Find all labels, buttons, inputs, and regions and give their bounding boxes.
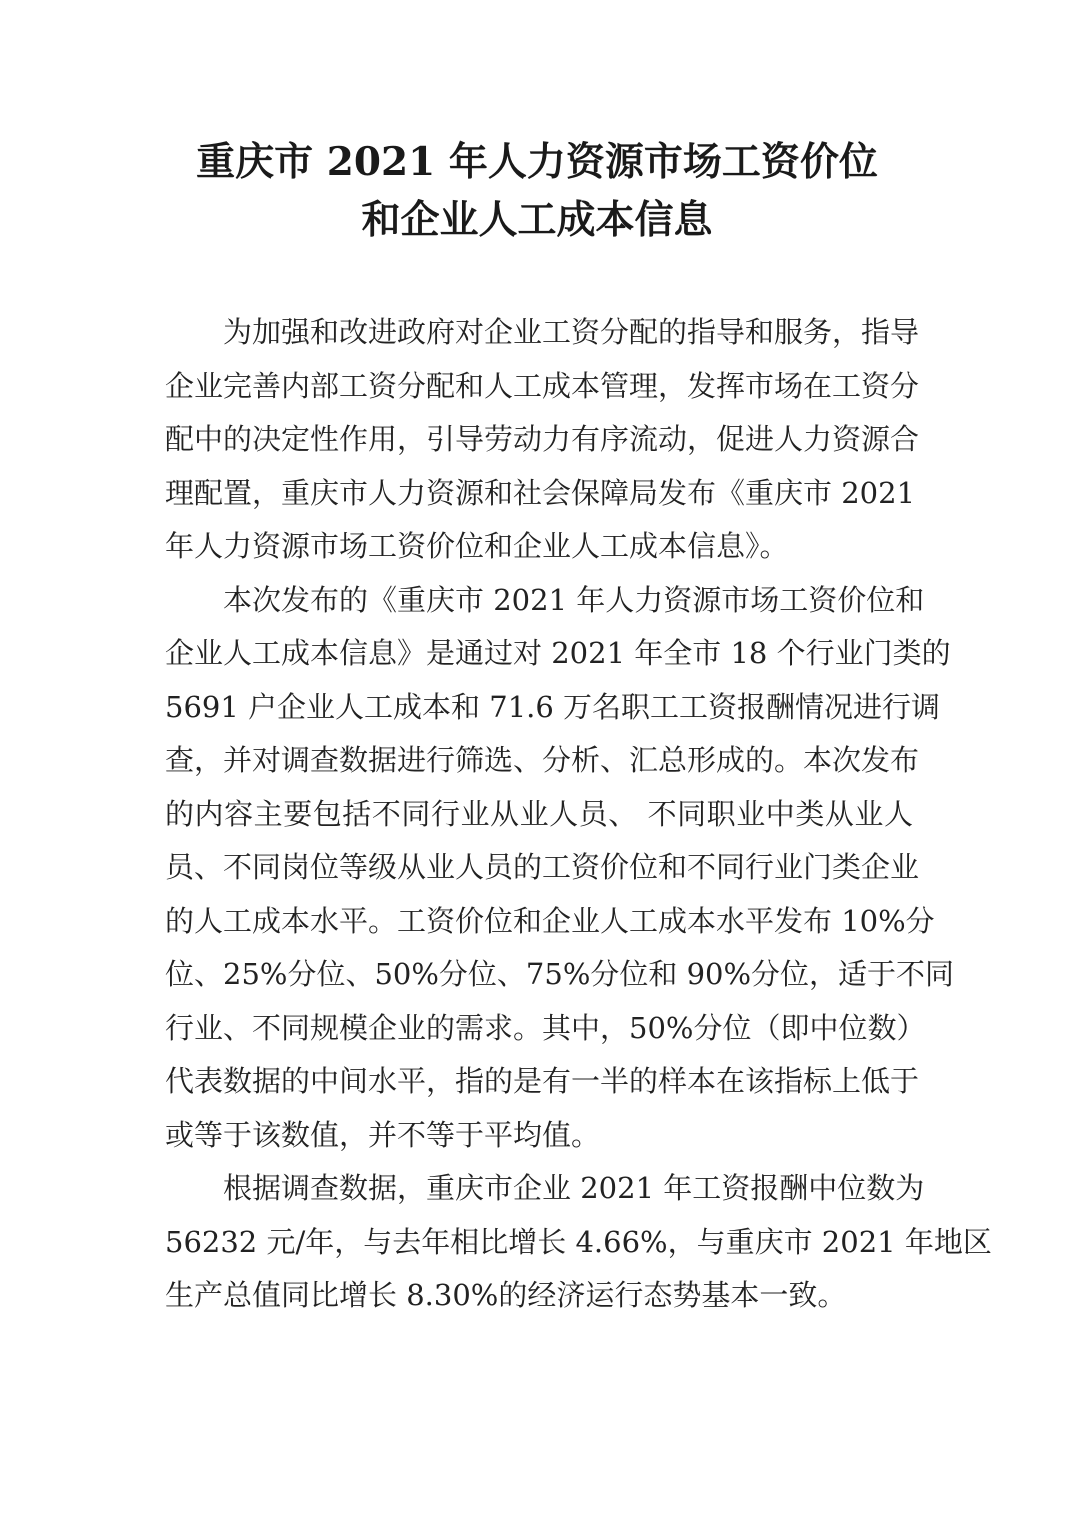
paragraph-line: 企业完善内部工资分配和人工成本管理，发挥市场在工资分 [165, 368, 920, 403]
document-body [165, 306, 992, 1323]
paragraph-line: 根据调查数据，重庆市企业 2021 年工资报酬中位数为 [223, 1171, 925, 1205]
paragraph-line: 年人力资源市场工资价位和企业人工成本信息》。 [165, 529, 789, 563]
paragraph-line: 企业人工成本信息》是通过对 2021 年全市 18 个行业门类的 [165, 636, 951, 670]
title-line-1: 重庆市 2021 年人力资源市场工资价位 [196, 139, 878, 185]
paragraph-line: 本次发布的《重庆市 2021 年人力资源市场工资价位和 [223, 582, 925, 617]
paragraph-2 [165, 574, 955, 1163]
paragraph-line: 行业、不同规模企业的需求。其中，50%分位（即中位数） [165, 1010, 926, 1045]
paragraph-line: 5691 户企业人工成本和 71.6 万名职工工资报酬情况进行调 [165, 689, 941, 724]
paragraph-line: 代表数据的中间水平，指的是有一半的样本在该指标上低于 [165, 1064, 920, 1098]
paragraph-line: 为加强和改进政府对企业工资分配的指导和服务，指导 [223, 315, 920, 349]
paragraph-1 [165, 306, 920, 574]
paragraph-line: 或等于该数值，并不等于平均值。 [165, 1117, 601, 1152]
paragraph-line: 的内容主要包括不同行业从业人员、 不同职业中类从业人 [165, 796, 913, 831]
title-line-2: 和企业人工成本信息 [361, 197, 713, 243]
paragraph-line: 56232 元/年，与去年相比增长 4.66%，与重庆市 2021 年地区 [165, 1224, 992, 1259]
document-title [0, 133, 1074, 249]
paragraph-line: 配中的决定性作用，引导劳动力有序流动，促进人力资源合 [165, 422, 920, 456]
paragraph-line: 位、25%分位、50%分位、75%分位和 90%分位，适于不同 [165, 957, 955, 991]
paragraph-line: 查，并对调查数据进行筛选、分析、汇总形成的。本次发布 [165, 743, 920, 777]
paragraph-3 [165, 1162, 992, 1323]
paragraph-line: 员、不同岗位等级从业人员的工资价位和不同行业门类企业 [165, 850, 920, 884]
paragraph-line: 理配置，重庆市人力资源和社会保障局发布《重庆市 2021 [165, 475, 916, 510]
paragraph-line: 的人工成本水平。工资价位和企业人工成本水平发布 10%分 [165, 903, 935, 938]
paragraph-line: 生产总值同比增长 8.30%的经济运行态势基本一致。 [165, 1278, 847, 1312]
